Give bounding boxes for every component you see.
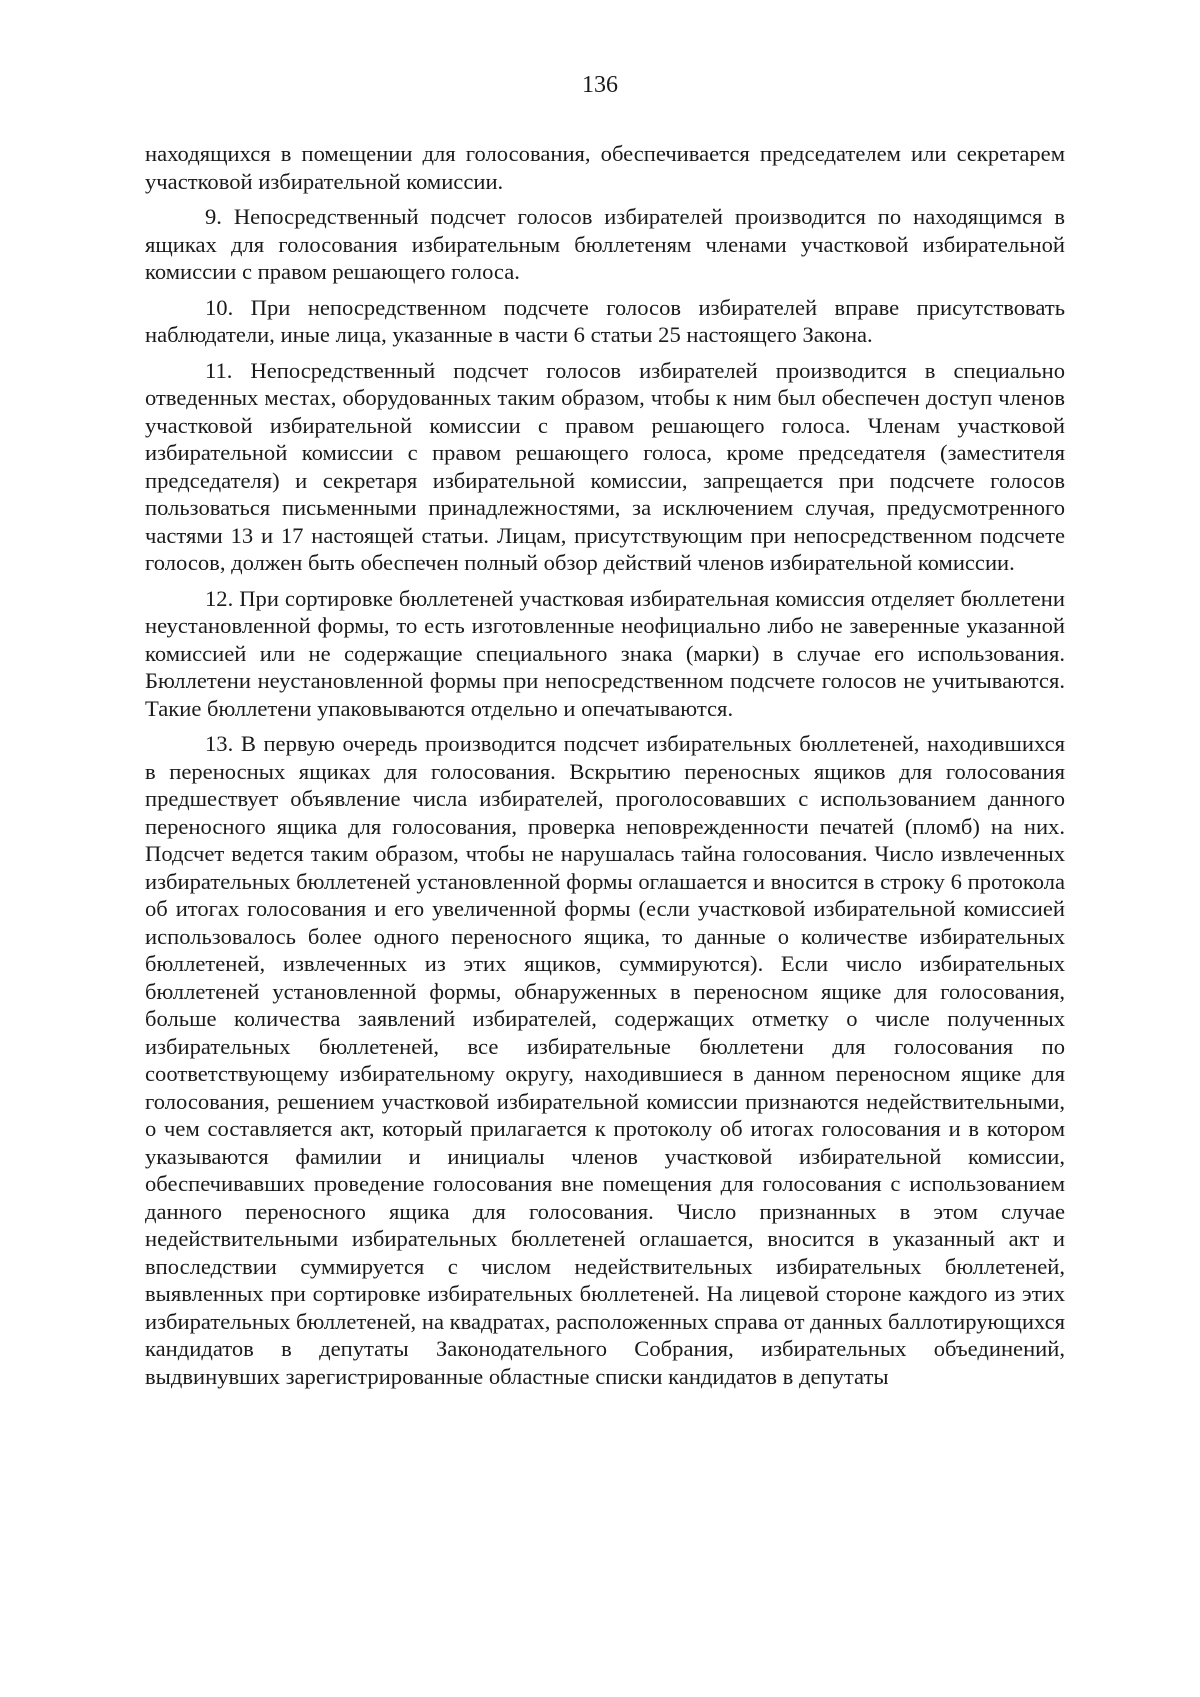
paragraph-9: 9. Непосредственный подсчет голосов избирателей производится по находящимся в ящиках для голосования избирательным бюллетеням членами участковой избирательной комиссии с правом решающего голоса.: [145, 204, 1065, 284]
document-body: [145, 140, 1065, 1398]
paragraph-13: 13. В первую очередь производится подсчет избирательных бюллетеней, находившихся в переносных ящиках для голосования. Вскрытию переносных ящиков для голосования предшествует объявление числа избирателей, проголосовавших с использованием данного переносного ящика для голосования, проверка неповрежденности печатей (пломб) на них. Подсчет ведется таким образом, чтобы не нарушалась тайна голосования. Число извлеченных избирательных бюллетеней установленной формы оглашается и вносится в строку 6 протокола об итогах голосования и его увеличенной формы (если участковой избирательной комиссией использовалось более одного переносного ящика, то данные о количестве избирательных бюллетеней, извлеченных из этих ящиков, суммируются). Если число избирательных бюллетеней установленной формы, обнаруженных в переносном ящике для голосования, больше количества заявлений избирателей, содержащих отметку о числе полученных избирательных бюллетеней, все избирательные бюллетени для голосования по соответствующему избирательному округу, находившиеся в данном переносном ящике для голосования, решением участковой избирательной комиссии признаются недействительными, о чем составляется акт, который прилагается к протоколу об итогах голосования и в котором указываются фамилии и инициалы членов участковой избирательной комиссии, обеспечивавших проведение голосования вне помещения для голосования с использованием данного переносного ящика для голосования. Число признанных в этом случае недействительными избирательных бюллетеней оглашается, вносится в указанный акт и впоследствии суммируется с числом недействительных избирательных бюллетеней, выявленных при сортировке избирательных бюллетеней. На лицевой стороне каждого из этих избирательных бюллетеней, на квадратах, расположенных справа от данных баллотирующихся кандидатов в депутаты Законодательного Собрания, избирательных объединений, выдвинувших зарегистрированные областные списки кандидатов в депутаты: [145, 731, 1065, 1389]
paragraph-12: 12. При сортировке бюллетеней участковая избирательная комиссия отделяет бюллетени неустановленной формы, то есть изготовленные неофициально либо не заверенные указанной комиссией или не содержащие специального знака (марки) в случае его использования. Бюллетени неустановленной формы при непосредственном подсчете голосов не учитываются. Такие бюллетени упаковываются отдельно и опечатываются.: [145, 585, 1065, 721]
paragraph-continuation: находящихся в помещении для голосования, обеспечивается председателем или секретарем участковой избирательной комиссии.: [145, 141, 1065, 194]
paragraph-11: 11. Непосредственный подсчет голосов избирателей производится в специально отведенных местах, оборудованных таким образом, чтобы к ним был обеспечен доступ членов участковой избирательной комиссии с правом решающего голоса. Членам участковой избирательной комиссии с правом решающего голоса, кроме председателя (заместителя председателя) и секретаря избирательной комиссии, запрещается при подсчете голосов пользоваться письменными принадлежностями, за исключением случая, предусмотренного частями 13 и 17 настоящей статьи. Лицам, присутствующим при непосредственном подсчете голосов, должен быть обеспечен полный обзор действий членов избирательной комиссии.: [145, 357, 1065, 575]
paragraph-10: 10. При непосредственном подсчете голосов избирателей вправе присутствовать наблюдатели, иные лица, указанные в части 6 статьи 25 настоящего Закона.: [145, 294, 1065, 347]
page-number: 136: [582, 72, 618, 98]
